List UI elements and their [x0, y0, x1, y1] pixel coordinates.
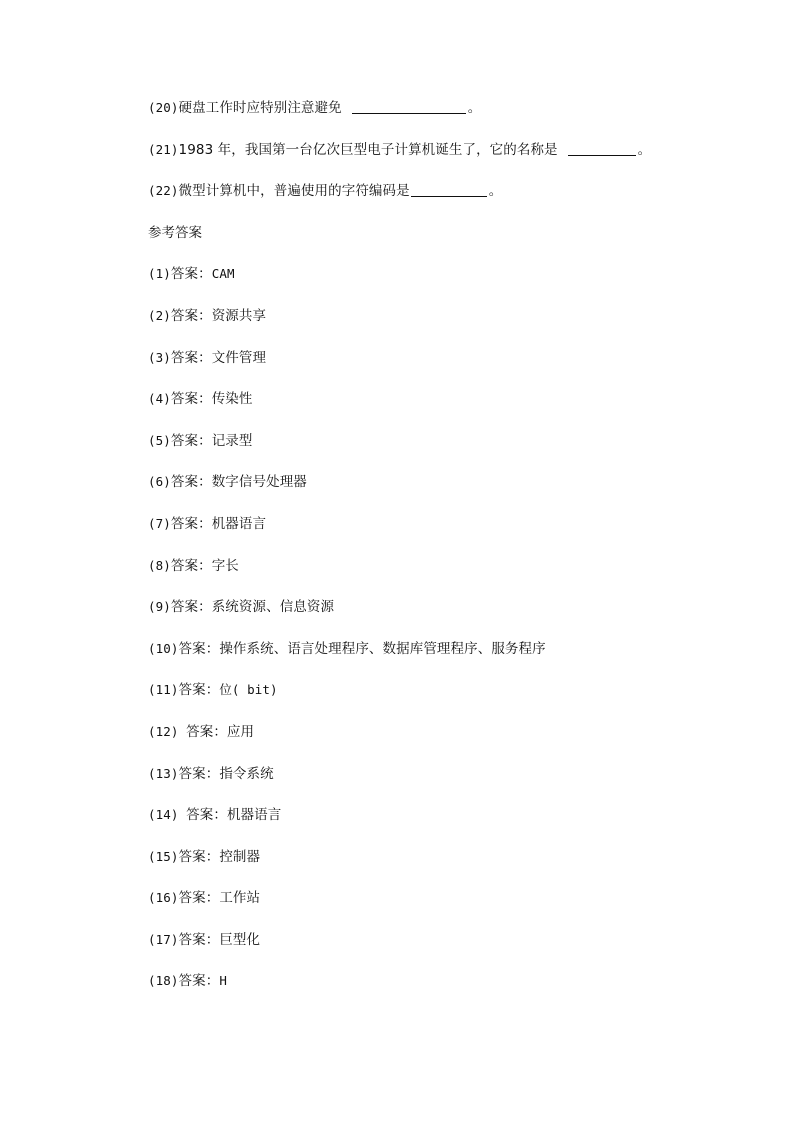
question-text: 微型计算机中，普遍使用的字符编码是: [178, 183, 410, 200]
answer-item: [148, 678, 708, 720]
question-text: 1983 年，我国第一台亿次巨型电子计算机诞生了，它的名称是: [178, 141, 558, 158]
answer-item: [148, 262, 708, 304]
question-tail: 。: [637, 141, 652, 158]
answer-item: [148, 762, 708, 804]
answer-label: 答案：: [186, 723, 227, 740]
answer-item: [148, 969, 708, 1011]
answer-number: (1): [148, 266, 171, 282]
question-21: [148, 138, 708, 180]
answer-value: 巨型化: [219, 931, 261, 948]
answer-number: (8): [148, 557, 171, 573]
answer-number: (16): [148, 890, 179, 906]
answer-number: (4): [148, 391, 171, 407]
answer-item: [148, 346, 708, 388]
answer-value: 指令系统: [219, 765, 274, 782]
answer-number: (2): [148, 307, 171, 323]
answer-label: 答案：: [170, 307, 212, 324]
answer-item: [148, 429, 708, 471]
answer-label: 答案：: [170, 432, 212, 449]
question-22: [148, 179, 708, 221]
answer-number: (10): [148, 640, 179, 656]
answer-label: 答案：: [186, 807, 227, 824]
answer-item: [148, 803, 708, 845]
answer-label: 答案：: [170, 391, 212, 408]
answer-item: [148, 928, 708, 970]
answer-item: [148, 387, 708, 429]
answer-value: 记录型: [211, 432, 253, 449]
answer-value: H: [219, 973, 227, 989]
answer-label: 答案：: [178, 890, 220, 907]
answer-label: 答案：: [170, 599, 212, 616]
answer-item: [148, 886, 708, 928]
answer-value: 文件管理: [211, 349, 267, 366]
answer-value: 应用: [226, 723, 255, 740]
answer-label: 答案：: [178, 931, 220, 948]
question-number: (22): [148, 183, 179, 199]
question-tail: 。: [488, 183, 503, 200]
answer-value: 传染性: [211, 391, 253, 408]
answer-value: 资源共享: [211, 307, 267, 324]
answer-number: (11): [148, 682, 179, 698]
answer-blank: [352, 99, 466, 114]
answer-number: (15): [148, 848, 179, 864]
answer-item: [148, 595, 708, 637]
answer-item: [148, 512, 708, 554]
answer-value: 字长: [211, 557, 239, 574]
answer-blank: [411, 182, 487, 197]
answer-item: [148, 470, 708, 512]
answer-value: 数字信号处理器: [211, 474, 307, 491]
answer-item: [148, 554, 708, 596]
answer-item: [148, 304, 708, 346]
answer-label: 答案：: [178, 848, 220, 865]
answer-number: (13): [148, 765, 179, 781]
answer-label: 答案：: [170, 557, 212, 574]
answer-label: 答案：: [170, 515, 212, 532]
answer-value: 工作站: [219, 890, 261, 907]
answer-item: [148, 720, 708, 762]
answer-value: 位( bit): [219, 682, 278, 698]
answer-number: (6): [148, 474, 171, 490]
question-text: 硬盘工作时应特别注意避免: [178, 100, 342, 116]
answer-label: 答案：: [178, 682, 220, 699]
question-number: (20): [148, 100, 179, 115]
answer-label: 答案：: [170, 474, 212, 491]
question-tail: 。: [467, 100, 482, 116]
answer-value: 控制器: [219, 848, 261, 865]
answer-label: 答案：: [170, 266, 212, 283]
answer-number: (5): [148, 432, 171, 448]
answer-number: (12): [148, 723, 187, 739]
answer-label: 答案：: [178, 640, 220, 657]
answer-value: 操作系统、语言处理程序、数据库管理程序、服务程序: [219, 640, 546, 657]
answer-value: 机器语言: [211, 515, 267, 532]
answer-number: (7): [148, 515, 171, 531]
answer-label: 答案：: [178, 973, 220, 990]
answer-value: 系统资源、信息资源: [211, 599, 335, 616]
answer-number: (18): [148, 973, 179, 989]
answer-number: (14): [148, 807, 187, 823]
answer-number: (17): [148, 931, 179, 947]
answer-item: [148, 845, 708, 887]
answer-value: CAM: [211, 266, 235, 282]
question-20: [148, 96, 708, 138]
answer-number: (3): [148, 349, 171, 365]
answers-heading: 参考答案: [148, 224, 202, 241]
answer-number: (9): [148, 599, 171, 615]
question-number: (21): [148, 141, 179, 157]
page-content: [148, 96, 708, 1011]
answer-blank: [568, 141, 636, 156]
answer-value: 机器语言: [226, 807, 282, 824]
answer-label: 答案：: [170, 349, 212, 366]
answer-label: 答案：: [178, 765, 220, 782]
answer-item: [148, 637, 708, 679]
